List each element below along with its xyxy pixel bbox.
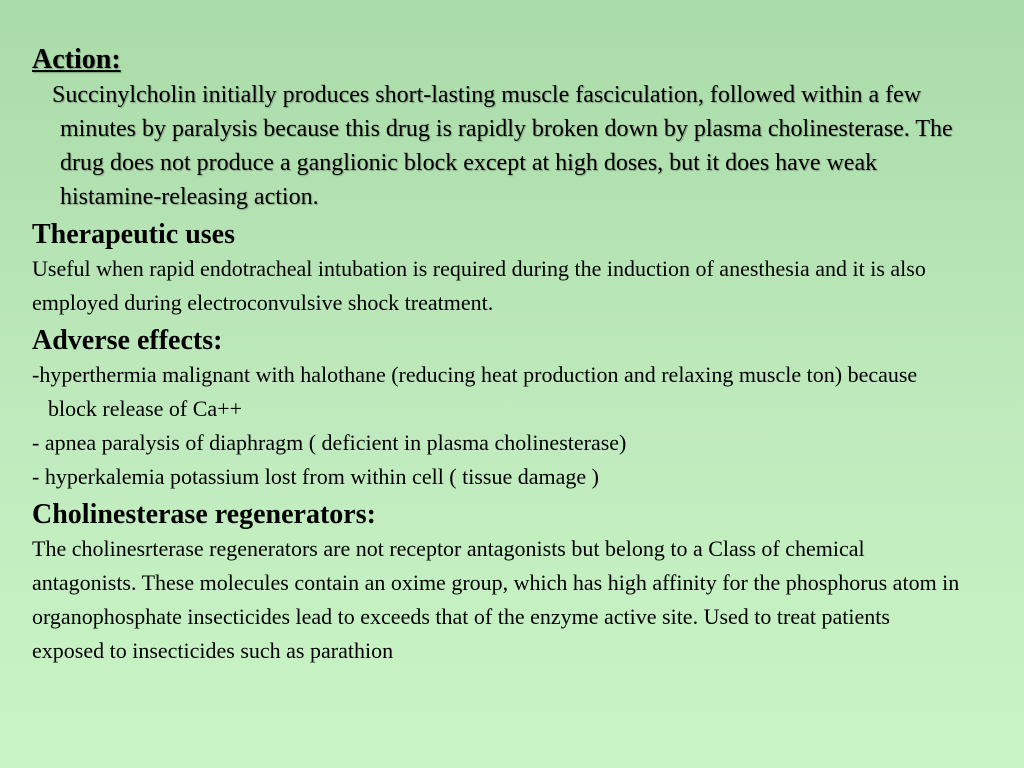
action-text: Succinylcholin initially produces short-lasting muscle fasciculation, followed within a few minutes by paralysis because this drug is rapidly broken down by plasma cholinesterase. The drug does not produce a ganglionic block except at high doses, but it does have weak histamine-releasing action. <box>52 82 953 210</box>
cholinesterase-regenerators-heading: Cholinesterase regenerators: <box>32 499 376 530</box>
adverse-effect-item: -hyperthermia malignant with halothane (reducing heat production and relaxing muscle ton) because block release of Ca++ <box>32 362 918 421</box>
action-heading: Action: <box>32 44 121 75</box>
slide-content <box>32 42 982 668</box>
adverse-effects-list <box>32 358 982 494</box>
adverse-effect-item: - hyperkalemia potassium lost from within cell ( tissue damage ) <box>32 464 599 489</box>
therapeutic-uses-heading: Therapeutic uses <box>32 219 235 250</box>
adverse-effects-heading: Adverse effects: <box>32 325 223 356</box>
cholinesterase-regenerators-text: The cholinesrterase regenerators are not receptor antagonists but belong to a Class of chemical antagonists. These molecules contain an oxime group, which has high affinity for the phosphorus atom in organophosphate insecticides lead to exceeds that of the enzyme active site. Used to treat patients exposed to insecticides such as parathion <box>32 536 960 663</box>
adverse-effect-item: - apnea paralysis of diaphragm ( deficient in plasma cholinesterase) <box>32 430 627 455</box>
therapeutic-uses-text: Useful when rapid endotracheal intubation is required during the induction of anesthesia and it is also employed during electroconvulsive shock treatment. <box>32 256 926 315</box>
